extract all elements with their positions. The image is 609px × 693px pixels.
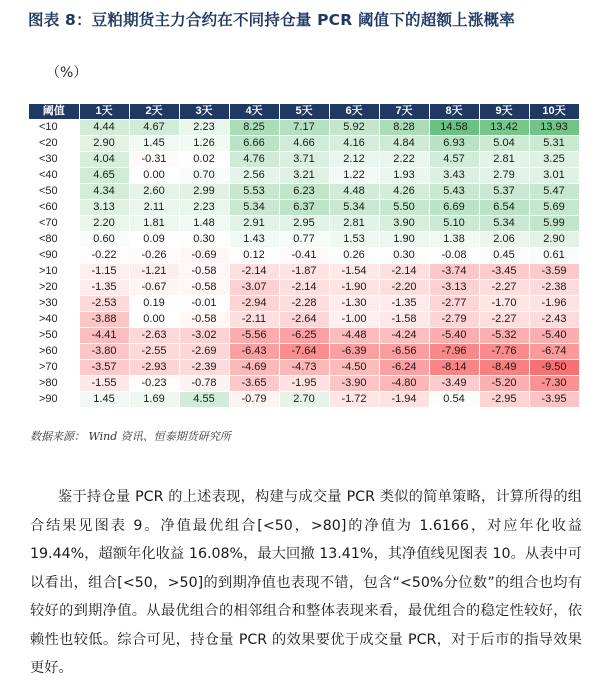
table-cell: -6.43 [229,344,279,360]
table-row [29,264,579,280]
table-row [29,296,579,312]
table-cell: 4.26 [379,184,429,200]
table-cell: -0.69 [179,248,229,264]
column-header: 7天 [379,104,429,120]
table-cell: 4.65 [79,168,129,184]
unit-label: （%） [46,65,88,81]
table-cell: -4.69 [229,360,279,376]
table-cell: -3.74 [429,264,479,280]
table-cell: -3.02 [179,328,229,344]
table-row [29,216,579,232]
table-cell: -2.77 [429,296,479,312]
table-cell: 5.37 [479,184,529,200]
table-cell: -7.64 [279,344,329,360]
table-cell: 4.04 [79,152,129,168]
table-cell: 4.57 [429,152,479,168]
table-cell: -1.96 [529,296,579,312]
table-cell: -0.26 [129,248,179,264]
table-cell: -8.14 [429,360,479,376]
table-cell: 0.45 [479,248,529,264]
table-cell: 5.10 [429,216,479,232]
table-cell: -2.14 [229,264,279,280]
table-row [29,312,579,328]
table-cell: 4.66 [279,136,329,152]
row-label: >10 [29,264,79,280]
row-label: >30 [29,296,79,312]
table-cell: 3.43 [429,168,479,184]
table-cell: -6.24 [379,360,429,376]
table-cell: -2.20 [379,280,429,296]
column-header: 9天 [479,104,529,120]
table-cell: -2.14 [379,264,429,280]
column-header: 1天 [79,104,129,120]
table-cell: -0.22 [79,248,129,264]
row-label: >90 [29,392,79,408]
table-cell: 1.38 [429,232,479,248]
table-cell: -0.79 [229,392,279,408]
table-row [29,136,579,152]
table-cell: -2.14 [279,280,329,296]
table-cell: -3.13 [429,280,479,296]
table-cell: -1.15 [79,264,129,280]
table-cell: 2.79 [479,168,529,184]
column-header: 3天 [179,104,229,120]
table-cell: 2.56 [229,168,279,184]
table-cell: 0.00 [129,312,179,328]
row-label: <90 [29,248,79,264]
table-cell: -0.41 [279,248,329,264]
table-cell: -1.30 [329,296,379,312]
table-cell: 4.16 [329,136,379,152]
row-label: >80 [29,376,79,392]
table-cell: 6.54 [479,200,529,216]
table-cell: -7.76 [479,344,529,360]
table-cell: 1.48 [179,216,229,232]
table-cell: -2.39 [179,360,229,376]
table-header-row [29,104,579,120]
table-cell: -1.55 [79,376,129,392]
table-cell: -4.73 [279,360,329,376]
table-cell: 2.91 [229,216,279,232]
table-cell: 14.58 [429,120,479,136]
table-cell: 5.34 [229,200,279,216]
table-cell: -2.79 [429,312,479,328]
table-cell: -2.94 [229,296,279,312]
table-row [29,168,579,184]
table-row [29,344,579,360]
pcr-probability-table [29,104,580,408]
table-cell: -3.90 [329,376,379,392]
table-cell: -2.95 [479,392,529,408]
table-cell: -3.80 [79,344,129,360]
table-cell: -1.72 [329,392,379,408]
table-cell: 1.53 [329,232,379,248]
table-cell: 4.76 [229,152,279,168]
table-cell: 3.25 [529,152,579,168]
table-cell: -4.50 [329,360,379,376]
table-cell: 1.45 [129,136,179,152]
row-label: <60 [29,200,79,216]
table-cell: 2.23 [179,200,229,216]
row-label: >40 [29,312,79,328]
table-cell: 5.31 [529,136,579,152]
table-cell: 5.34 [329,200,379,216]
table-cell: 0.12 [229,248,279,264]
table-cell: 3.90 [379,216,429,232]
table-cell: -1.35 [79,280,129,296]
column-header: 10天 [529,104,579,120]
table-cell: -1.35 [379,296,429,312]
row-label: >20 [29,280,79,296]
table-cell: 4.44 [79,120,129,136]
row-label: <80 [29,232,79,248]
table-cell: 5.53 [229,184,279,200]
table-cell: 1.22 [329,168,379,184]
table-row [29,280,579,296]
table-cell: 5.92 [329,120,379,136]
table-row [29,232,579,248]
table-cell: 1.93 [379,168,429,184]
table-cell: -1.54 [329,264,379,280]
table-cell: 1.26 [179,136,229,152]
data-source-note: 数据来源： Wind 资讯、恒泰期货研究所 [30,430,231,443]
table-cell: 2.99 [179,184,229,200]
column-header: 阈值 [29,104,79,120]
table-cell: 3.21 [279,168,329,184]
table-cell: -4.24 [379,328,429,344]
table-cell: -5.20 [479,376,529,392]
table-cell: 5.04 [479,136,529,152]
table-cell: 2.90 [529,232,579,248]
table-cell: 5.47 [529,184,579,200]
table-cell: -0.58 [179,280,229,296]
table-cell: -2.43 [529,312,579,328]
column-header: 6天 [329,104,379,120]
table-cell: -1.94 [379,392,429,408]
table-cell: 2.70 [279,392,329,408]
table-row [29,200,579,216]
table-cell: -3.57 [79,360,129,376]
table-cell: 0.00 [129,168,179,184]
table-cell: -0.78 [179,376,229,392]
figure-title: 图表 8：豆粕期货主力合约在不同持仓量 PCR 阈值下的超额上涨概率 [28,11,515,29]
table-cell: 0.77 [279,232,329,248]
table-cell: 1.45 [79,392,129,408]
table-cell: -3.59 [529,264,579,280]
table-cell: -6.74 [529,344,579,360]
table-cell: 2.95 [279,216,329,232]
table-cell: -0.31 [129,152,179,168]
table-cell: -6.25 [279,328,329,344]
table-row [29,392,579,408]
table-cell: 0.26 [329,248,379,264]
table-cell: 3.71 [279,152,329,168]
table-cell: -1.87 [279,264,329,280]
table-cell: 1.43 [229,232,279,248]
table-cell: 6.69 [429,200,479,216]
table-cell: 0.02 [179,152,229,168]
table-cell: -6.56 [379,344,429,360]
table-cell: 8.25 [229,120,279,136]
table-cell: 0.30 [179,232,229,248]
table-cell: -1.58 [379,312,429,328]
table-cell: 2.60 [129,184,179,200]
table-cell: -1.90 [329,280,379,296]
table-cell: 2.22 [379,152,429,168]
table-cell: -3.49 [429,376,479,392]
table-cell: -7.96 [429,344,479,360]
table-cell: 4.55 [179,392,229,408]
table-cell: 0.70 [179,168,229,184]
table-cell: -7.30 [529,376,579,392]
table-row [29,360,579,376]
table-cell: -2.55 [129,344,179,360]
table-cell: -1.00 [329,312,379,328]
table-cell: 13.42 [479,120,529,136]
table-cell: -5.56 [229,328,279,344]
row-label: >60 [29,344,79,360]
table-cell: -0.58 [179,264,229,280]
table-cell: -5.40 [529,328,579,344]
table-cell: 0.30 [379,248,429,264]
table-cell: 6.37 [279,200,329,216]
table-cell: 3.01 [529,168,579,184]
table-cell: 1.69 [129,392,179,408]
row-label: <50 [29,184,79,200]
table-cell: -3.95 [529,392,579,408]
table-cell: -2.27 [479,312,529,328]
table-cell: -0.01 [179,296,229,312]
table-cell: -2.28 [279,296,329,312]
table-cell: 5.43 [429,184,479,200]
table-cell: 2.23 [179,120,229,136]
table-cell: 6.93 [429,136,479,152]
column-header: 4天 [229,104,279,120]
table-cell: 2.81 [329,216,379,232]
table-cell: -2.63 [129,328,179,344]
body-paragraph: 鉴于持仓量 PCR 的上述表现，构建与成交量 PCR 类似的简单策略，计算所得的组合结果见图表 9。净值最优组合[<50，>80]的净值为 1.6166，对应年化收益 19.44%，超额年化收益 16.08%，最大回撤 13.41%，其净值线见图表 10。从表中可以看出，组合[<50，>50]的到期净值也表现不错，包含“<50%分位数”的组合也均有较好的到期净值。从最优组合的相邻组合和整体表现来看，最优组合的稳定性较好，依赖性也较低。综合可见，持仓量 PCR 的效果要优于成交量 PCR，对于后市的指导效果更好。 [30,489,582,676]
table-row [29,152,579,168]
table-cell: 1.81 [129,216,179,232]
table-row [29,184,579,200]
table-cell: 0.09 [129,232,179,248]
table-cell: 2.20 [79,216,129,232]
row-label: <30 [29,152,79,168]
table-row [29,328,579,344]
table-cell: -5.32 [479,328,529,344]
table-cell: 0.19 [129,296,179,312]
table-cell: -2.64 [279,312,329,328]
table-cell: 0.54 [429,392,479,408]
table-cell: -1.95 [279,376,329,392]
table-cell: -3.65 [229,376,279,392]
table-cell: -6.39 [329,344,379,360]
table-cell: 3.13 [79,200,129,216]
row-label: <20 [29,136,79,152]
table-cell: 13.93 [529,120,579,136]
table-cell: -2.53 [79,296,129,312]
table-row [29,376,579,392]
table-cell: 5.34 [479,216,529,232]
table-cell: -0.08 [429,248,479,264]
table-cell: -3.07 [229,280,279,296]
table-cell: 2.90 [79,136,129,152]
table-cell: -5.40 [429,328,479,344]
row-label: <70 [29,216,79,232]
column-header: 2天 [129,104,179,120]
table-row [29,248,579,264]
table-cell: 4.84 [379,136,429,152]
table-cell: -2.69 [179,344,229,360]
table-cell: -1.21 [129,264,179,280]
column-header: 8天 [429,104,479,120]
table-cell: -1.70 [479,296,529,312]
table-cell: 5.50 [379,200,429,216]
table-cell: 7.17 [279,120,329,136]
table-cell: 2.81 [479,152,529,168]
table-cell: -9.50 [529,360,579,376]
table-cell: -2.11 [229,312,279,328]
table-cell: 0.60 [79,232,129,248]
table-cell: -8.49 [479,360,529,376]
column-header: 5天 [279,104,329,120]
table-cell: -4.41 [79,328,129,344]
row-label: <40 [29,168,79,184]
table-cell: 2.11 [129,200,179,216]
row-label: >50 [29,328,79,344]
table-cell: 4.67 [129,120,179,136]
table-cell: 6.66 [229,136,279,152]
row-label: >70 [29,360,79,376]
table-cell: -2.38 [529,280,579,296]
table-cell: -0.58 [179,312,229,328]
table-cell: -0.67 [129,280,179,296]
table-cell: -3.88 [79,312,129,328]
table-cell: 4.48 [329,184,379,200]
table-cell: 2.12 [329,152,379,168]
table-cell: -4.80 [379,376,429,392]
table-cell: -3.45 [479,264,529,280]
table-cell: 2.06 [479,232,529,248]
table-cell: 1.90 [379,232,429,248]
table-cell: -2.27 [479,280,529,296]
table-cell: 8.28 [379,120,429,136]
table-cell: 4.34 [79,184,129,200]
table-cell: -0.23 [129,376,179,392]
row-label: <10 [29,120,79,136]
table-row [29,120,579,136]
table-cell: -2.93 [129,360,179,376]
table-body [29,120,579,408]
table-cell: 5.69 [529,200,579,216]
table-cell: 6.23 [279,184,329,200]
table-cell: 5.99 [529,216,579,232]
table-cell: 0.61 [529,248,579,264]
table-cell: -4.48 [329,328,379,344]
